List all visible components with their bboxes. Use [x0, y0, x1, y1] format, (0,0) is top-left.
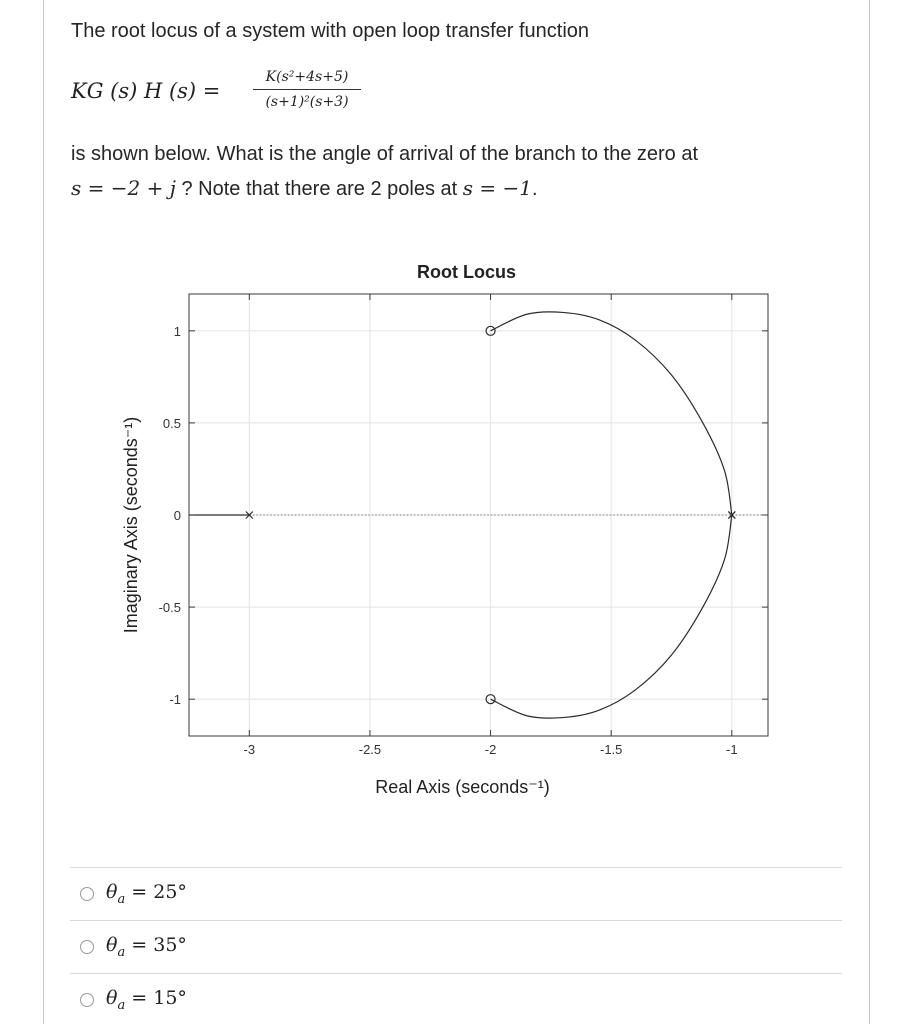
- x-tick-label: -3: [243, 742, 256, 757]
- y-tick-label: 0.5: [162, 415, 181, 431]
- option-2[interactable]: [70, 921, 842, 973]
- radio-button-3[interactable]: [80, 993, 94, 1007]
- question-line-2: is shown below. What is the angle of arrival of the branch to the zero at: [71, 143, 699, 165]
- pole-location-math: s = −1: [462, 176, 532, 200]
- question-line-3-text: ? Note that there are 2 poles at: [175, 178, 463, 200]
- y-tick-label: -0.5: [158, 600, 181, 616]
- x-tick-label: -1.5: [599, 742, 623, 757]
- transfer-function-fraction: [253, 66, 361, 113]
- option-3-label: $\theta_a = 15^\circ$: [106, 987, 187, 1013]
- radio-button-2[interactable]: [80, 940, 94, 954]
- option-1[interactable]: [70, 868, 842, 920]
- y-tick-label: -1: [169, 692, 181, 708]
- x-tick-label: -2.5: [358, 742, 382, 757]
- x-axis-label: Real Axis (seconds⁻¹): [375, 777, 550, 797]
- zero-location-math: s = −2 + j: [71, 176, 176, 200]
- x-tick-label: -1: [726, 742, 738, 757]
- root-locus-chart: [108, 250, 808, 820]
- question-line-3-end: .: [531, 178, 538, 200]
- chart-title: Root Locus: [417, 262, 516, 282]
- y-tick-label: 1: [173, 323, 181, 339]
- question-line-3: [71, 176, 538, 201]
- transfer-function-numerator: K(s²+4s+5): [265, 69, 349, 85]
- transfer-function-denominator: (s+1)²(s+3): [265, 94, 349, 110]
- content-frame-left: [43, 0, 44, 1024]
- radio-button-1[interactable]: [80, 887, 94, 901]
- x-tick-label: -2: [484, 742, 497, 757]
- option-3[interactable]: [70, 974, 842, 1026]
- y-axis-label: Imaginary Axis (seconds⁻¹): [121, 416, 141, 634]
- option-2-label: $\theta_a = 35^\circ$: [106, 934, 187, 960]
- fraction-bar: [253, 89, 361, 90]
- answer-options: [70, 867, 842, 1026]
- transfer-function-lhs: KG (s) H (s) =: [71, 79, 221, 103]
- option-1-label: $\theta_a = 25^\circ$: [106, 881, 187, 907]
- question-intro: The root locus of a system with open loop transfer function: [71, 20, 590, 42]
- y-tick-label: 0: [173, 508, 181, 523]
- content-frame-right: [869, 0, 870, 1024]
- root-locus-svg: [108, 250, 808, 820]
